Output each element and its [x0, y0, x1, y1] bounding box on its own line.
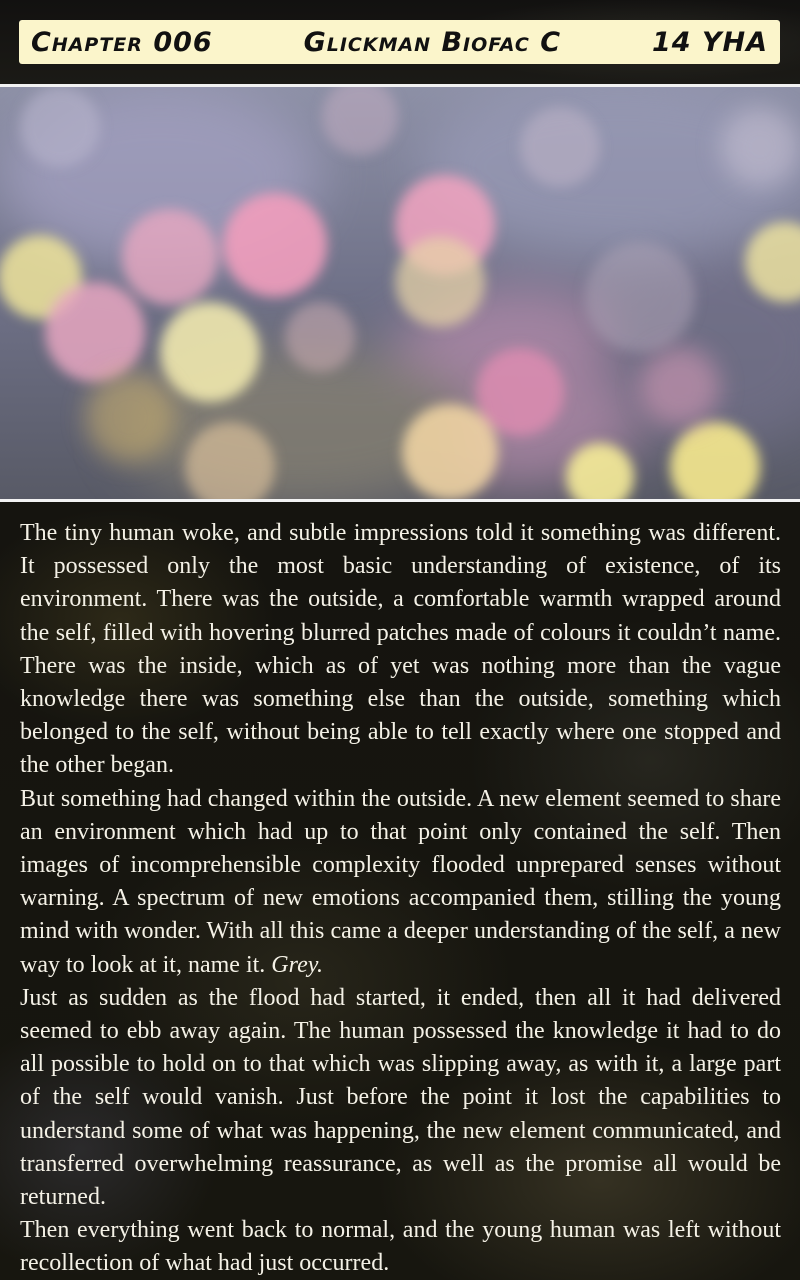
- date-label: 14 YHA: [651, 26, 768, 58]
- story-paragraph: [20, 1214, 781, 1280]
- chapter-label: Chapter 006: [31, 26, 213, 58]
- paragraph-1-text: The tiny human woke, and subtle impressions told it something was different. It possessed only the most basic understanding of existence, of its environment. There was the outside, a comfortable warmth wrapped around the self, filled with hovering blurred patches made of colours it couldn’t name. There was the inside, which as of yet was nothing more than the vague knowledge there was something else than the outside, something which belonged to the self, without being able to tell exactly where one stopped and the other began.: [20, 520, 781, 779]
- paragraph-2-text: But something had changed within the outside. A new element seemed to share an environment which had up to that point only contained the self. Then images of incomprehensible complexity flooded unprepared senses without warning. A spectrum of new emotions accompanied them, stilling the young mind with wonder. With all this came a deeper understanding of the self, a new way to look at it, name it.: [20, 785, 781, 978]
- location-label: Glickman Biofac C: [303, 26, 562, 58]
- story-text: [20, 517, 781, 1280]
- emphasized-name: Grey.: [271, 951, 324, 978]
- story-paragraph: [20, 517, 781, 783]
- story-paragraph: [20, 982, 781, 1214]
- bokeh-blur-image: [0, 87, 800, 499]
- paragraph-3-text: Just as sudden as the flood had started, it ended, then all it had delivered seemed to ebb away again. The human possessed the knowledge it had to do all possible to hold on to that which was slipping away, as with it, a large part of the self would vanish. Just before the point it lost the capabilities to understand some of what was happening, the new element communicated, and transferred overwhelming reassurance, as well as the promise all would be returned.: [20, 984, 781, 1211]
- story-paragraph: [20, 783, 781, 982]
- hero-image-panel: [0, 84, 800, 502]
- chapter-caption-strip: [19, 20, 780, 64]
- paragraph-4-text: Then everything went back to normal, and the young human was left without recollection of what had just occurred.: [20, 1217, 781, 1277]
- header-bar: [0, 0, 800, 84]
